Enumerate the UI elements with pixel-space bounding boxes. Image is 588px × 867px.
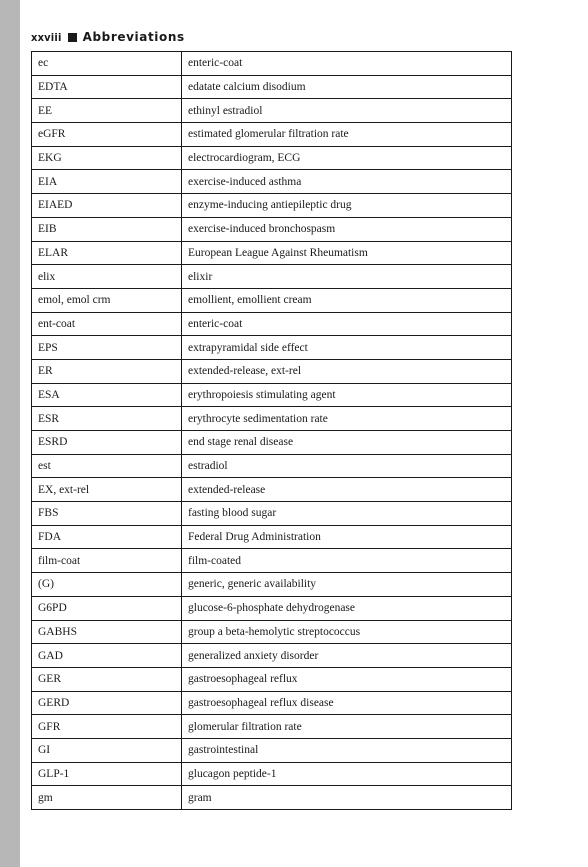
table-row bbox=[32, 217, 512, 241]
table-row bbox=[32, 312, 512, 336]
meaning-cell: Federal Drug Administration bbox=[182, 525, 512, 549]
meaning-cell: extended-release bbox=[182, 478, 512, 502]
meaning-cell: gastroesophageal reflux bbox=[182, 667, 512, 691]
abbreviation-cell: ec bbox=[32, 52, 182, 76]
meaning-cell: extended-release, ext-rel bbox=[182, 359, 512, 383]
table-row bbox=[32, 596, 512, 620]
meaning-cell: extrapyramidal side effect bbox=[182, 336, 512, 360]
abbreviation-cell: EIAED bbox=[32, 194, 182, 218]
page-edge-bar bbox=[0, 0, 20, 867]
table-row bbox=[32, 123, 512, 147]
table-row bbox=[32, 573, 512, 597]
table-row bbox=[32, 549, 512, 573]
table-row bbox=[32, 336, 512, 360]
meaning-cell: film-coated bbox=[182, 549, 512, 573]
abbreviation-cell: eGFR bbox=[32, 123, 182, 147]
table-row bbox=[32, 407, 512, 431]
abbreviation-cell: EX, ext-rel bbox=[32, 478, 182, 502]
running-head bbox=[31, 29, 185, 45]
table-row bbox=[32, 620, 512, 644]
table-row bbox=[32, 241, 512, 265]
table-row bbox=[32, 786, 512, 810]
table-row bbox=[32, 99, 512, 123]
abbreviation-cell: GLP-1 bbox=[32, 762, 182, 786]
abbreviation-cell: FBS bbox=[32, 502, 182, 526]
meaning-cell: enteric-coat bbox=[182, 52, 512, 76]
abbreviation-cell: EIB bbox=[32, 217, 182, 241]
meaning-cell: glucagon peptide-1 bbox=[182, 762, 512, 786]
abbreviation-cell: elix bbox=[32, 265, 182, 289]
section-title: Abbreviations bbox=[82, 30, 185, 44]
meaning-cell: gastrointestinal bbox=[182, 738, 512, 762]
abbreviation-cell: ELAR bbox=[32, 241, 182, 265]
abbreviation-cell: ESR bbox=[32, 407, 182, 431]
table-row bbox=[32, 359, 512, 383]
table-row bbox=[32, 431, 512, 455]
square-bullet-icon bbox=[68, 33, 77, 42]
abbreviation-cell: (G) bbox=[32, 573, 182, 597]
table-row bbox=[32, 667, 512, 691]
table-row bbox=[32, 762, 512, 786]
meaning-cell: group a beta-hemolytic streptococcus bbox=[182, 620, 512, 644]
table-row bbox=[32, 194, 512, 218]
abbreviation-cell: GFR bbox=[32, 715, 182, 739]
meaning-cell: gram bbox=[182, 786, 512, 810]
abbreviation-cell: ER bbox=[32, 359, 182, 383]
abbreviation-cell: EKG bbox=[32, 146, 182, 170]
meaning-cell: emollient, emollient cream bbox=[182, 288, 512, 312]
meaning-cell: European League Against Rheumatism bbox=[182, 241, 512, 265]
table-row bbox=[32, 691, 512, 715]
table-row bbox=[32, 715, 512, 739]
abbreviation-cell: ESA bbox=[32, 383, 182, 407]
abbreviation-cell: GABHS bbox=[32, 620, 182, 644]
meaning-cell: electrocardiogram, ECG bbox=[182, 146, 512, 170]
abbreviation-cell: GAD bbox=[32, 644, 182, 668]
abbreviation-cell: est bbox=[32, 454, 182, 478]
table-row bbox=[32, 644, 512, 668]
abbreviation-cell: film-coat bbox=[32, 549, 182, 573]
meaning-cell: estimated glomerular filtration rate bbox=[182, 123, 512, 147]
abbreviation-cell: EDTA bbox=[32, 75, 182, 99]
table-row bbox=[32, 265, 512, 289]
abbreviation-cell: GERD bbox=[32, 691, 182, 715]
meaning-cell: glomerular filtration rate bbox=[182, 715, 512, 739]
abbreviation-cell: ent-coat bbox=[32, 312, 182, 336]
abbreviation-cell: GI bbox=[32, 738, 182, 762]
meaning-cell: erythrocyte sedimentation rate bbox=[182, 407, 512, 431]
table-row bbox=[32, 52, 512, 76]
meaning-cell: elixir bbox=[182, 265, 512, 289]
abbreviation-cell: FDA bbox=[32, 525, 182, 549]
meaning-cell: ethinyl estradiol bbox=[182, 99, 512, 123]
abbreviation-cell: EPS bbox=[32, 336, 182, 360]
meaning-cell: estradiol bbox=[182, 454, 512, 478]
meaning-cell: generalized anxiety disorder bbox=[182, 644, 512, 668]
table-row bbox=[32, 525, 512, 549]
table-row bbox=[32, 75, 512, 99]
meaning-cell: edatate calcium disodium bbox=[182, 75, 512, 99]
meaning-cell: glucose-6-phosphate dehydrogenase bbox=[182, 596, 512, 620]
table-row bbox=[32, 288, 512, 312]
abbreviation-cell: GER bbox=[32, 667, 182, 691]
table-row bbox=[32, 738, 512, 762]
abbreviation-cell: EE bbox=[32, 99, 182, 123]
abbreviation-cell: gm bbox=[32, 786, 182, 810]
table-row bbox=[32, 502, 512, 526]
meaning-cell: exercise-induced asthma bbox=[182, 170, 512, 194]
table-row bbox=[32, 478, 512, 502]
abbreviation-cell: emol, emol crm bbox=[32, 288, 182, 312]
table-row bbox=[32, 383, 512, 407]
table-row bbox=[32, 454, 512, 478]
meaning-cell: generic, generic availability bbox=[182, 573, 512, 597]
meaning-cell: end stage renal disease bbox=[182, 431, 512, 455]
abbreviation-cell: G6PD bbox=[32, 596, 182, 620]
abbreviation-cell: EIA bbox=[32, 170, 182, 194]
abbreviation-cell: ESRD bbox=[32, 431, 182, 455]
meaning-cell: erythropoiesis stimulating agent bbox=[182, 383, 512, 407]
meaning-cell: exercise-induced bronchospasm bbox=[182, 217, 512, 241]
table-row bbox=[32, 170, 512, 194]
meaning-cell: enzyme-inducing antiepileptic drug bbox=[182, 194, 512, 218]
abbreviations-table bbox=[31, 51, 512, 810]
meaning-cell: fasting blood sugar bbox=[182, 502, 512, 526]
meaning-cell: enteric-coat bbox=[182, 312, 512, 336]
table-row bbox=[32, 146, 512, 170]
abbreviations-table-body bbox=[32, 52, 512, 810]
page-number: xxviii bbox=[31, 30, 62, 44]
meaning-cell: gastroesophageal reflux disease bbox=[182, 691, 512, 715]
